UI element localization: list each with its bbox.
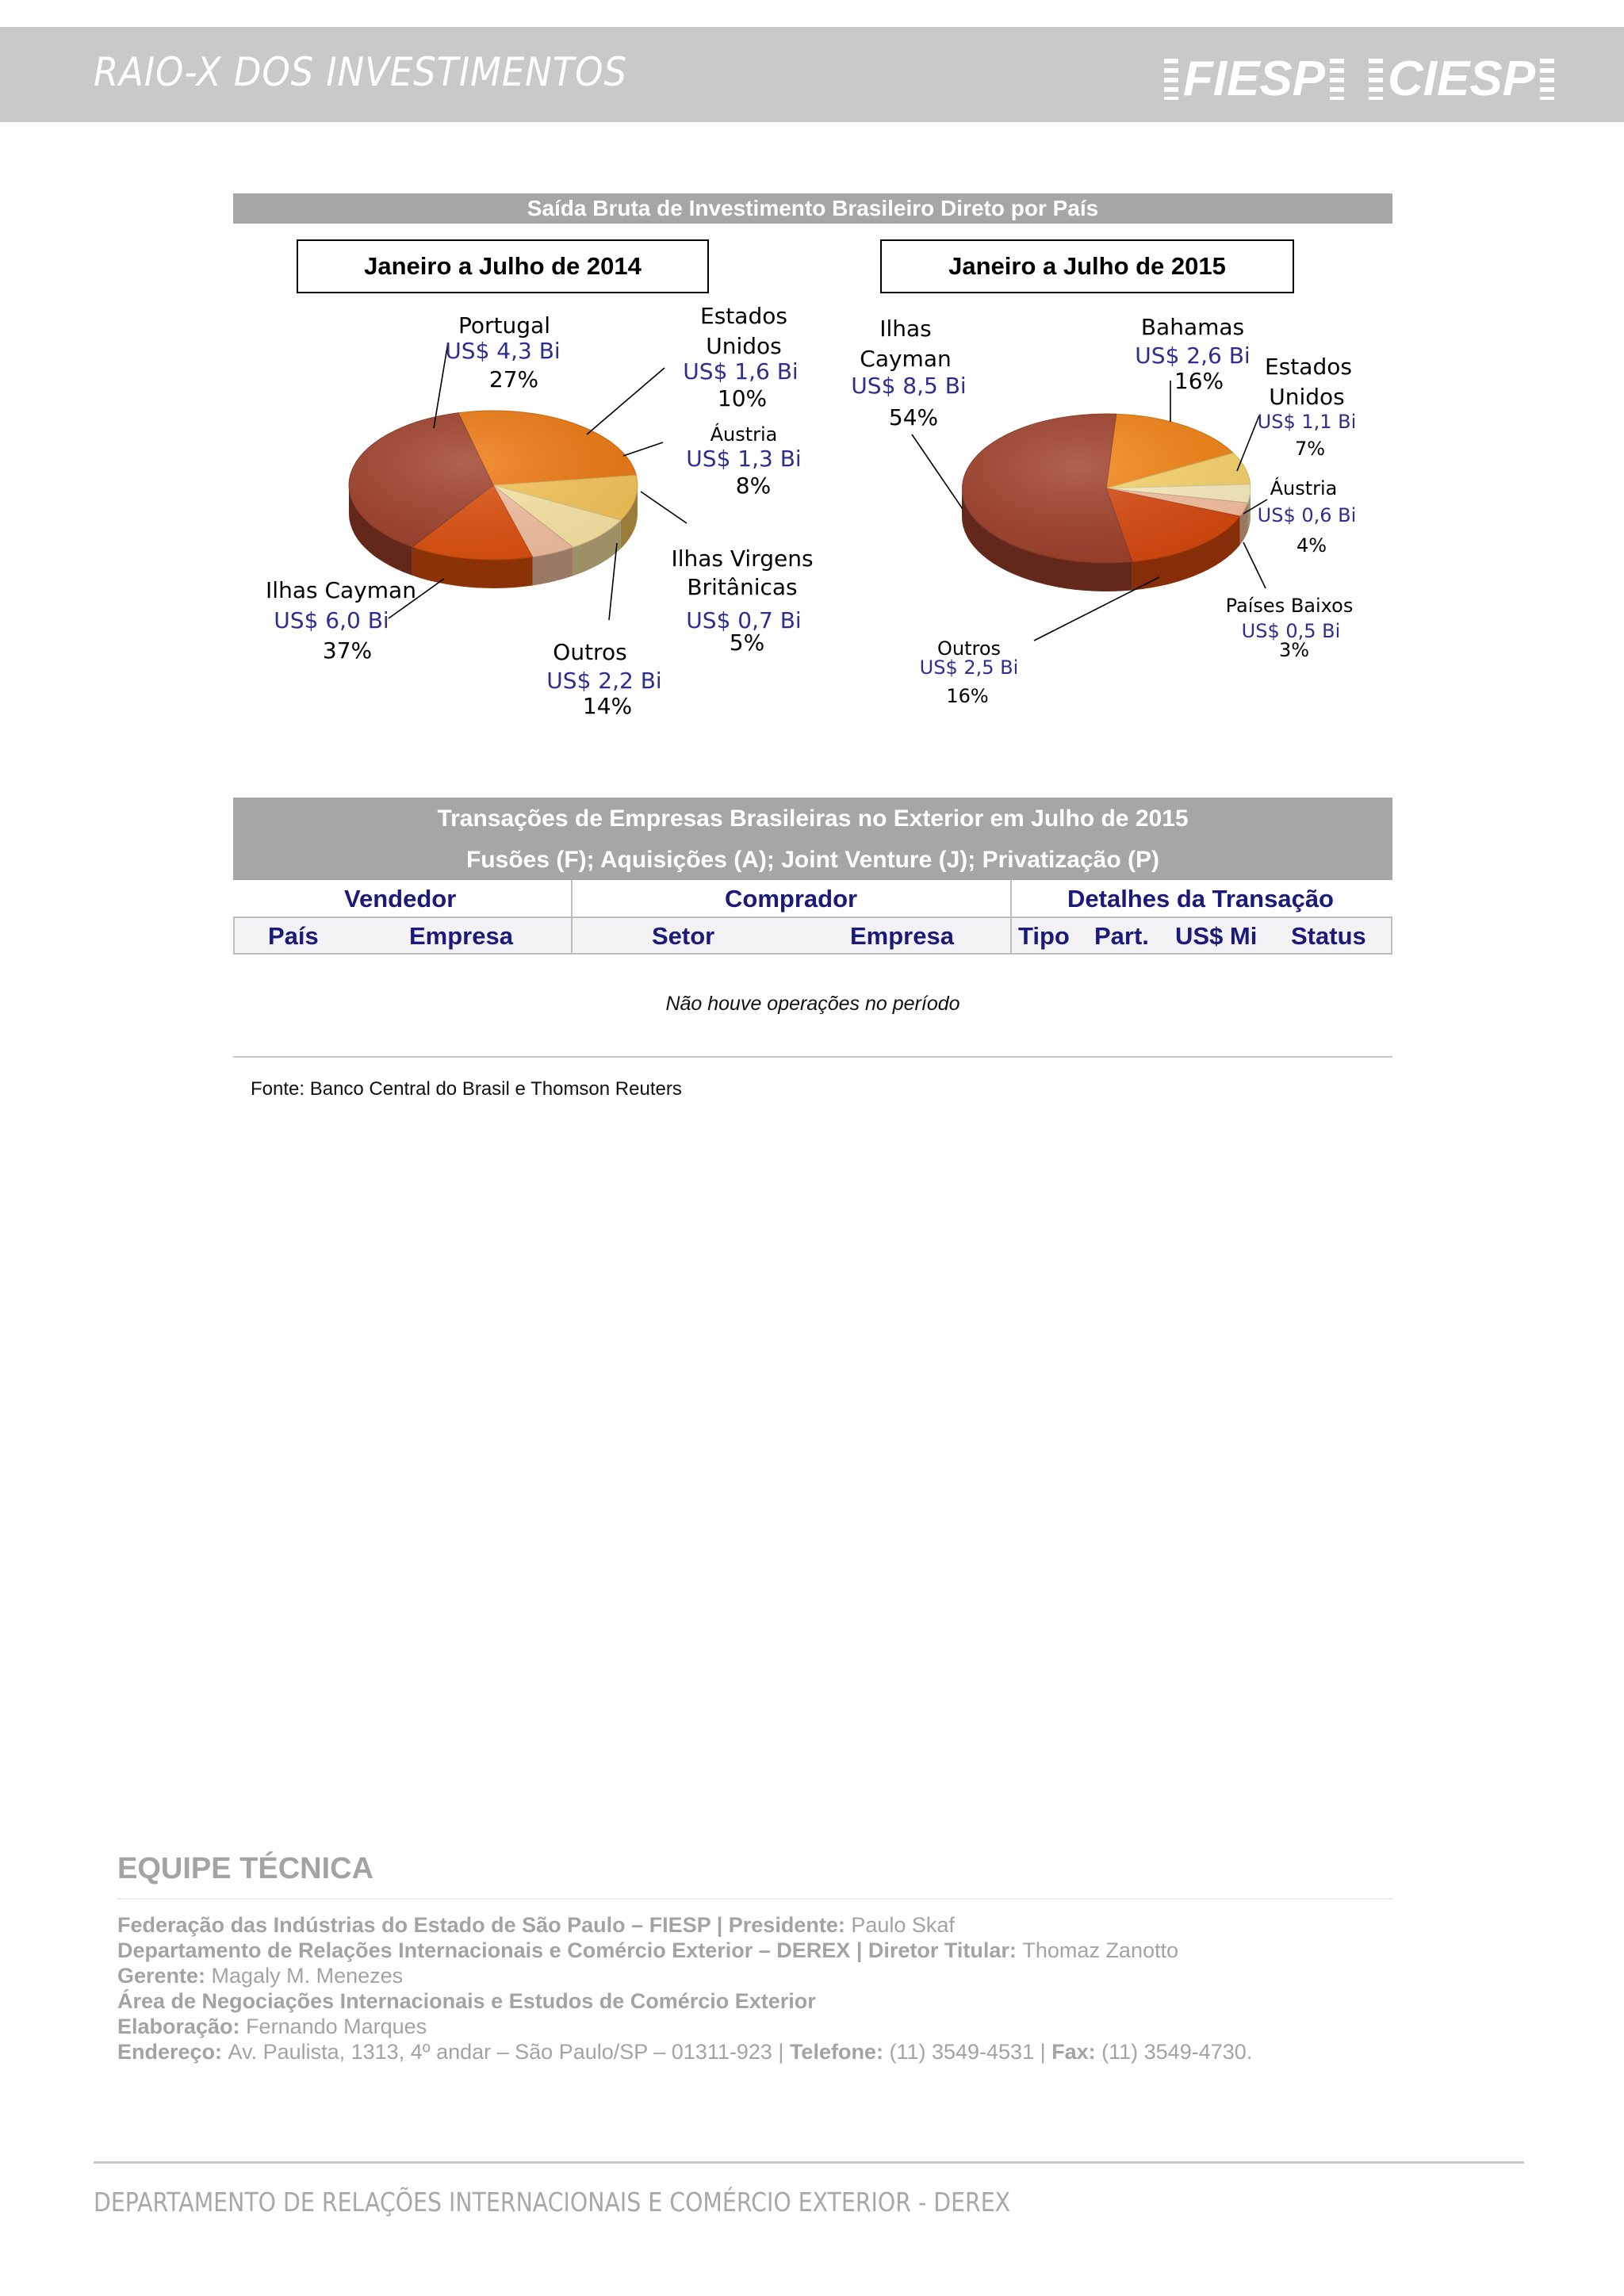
team-line-part: Elaboração: [117, 2015, 247, 2038]
team-line-part: Magaly M. Menezes [211, 1964, 404, 1988]
pie-2015-shine [962, 414, 1251, 563]
value-2014-austria: US$ 1,3 Bi [686, 446, 802, 472]
value-2015-cayman: US$ 8,5 Bi [851, 373, 967, 399]
label-2015-paises-baixos: Países Baixos [1225, 595, 1354, 617]
transactions-title: Transações de Empresas Brasileiras no Exterior em Julho de 2015 [437, 806, 1189, 832]
team-credits [117, 1912, 1465, 2064]
col-empresa-comprador: Empresa [850, 922, 954, 950]
transactions-legend: Fusões (F); Aquisições (A); Joint Venture (J); Privatização (P) [465, 847, 1159, 873]
pie-2015 [962, 414, 1251, 591]
value-2015-eua: US$ 1,1 Bi [1257, 411, 1357, 433]
value-2015-paises-baixos: US$ 0,5 Bi [1241, 620, 1341, 642]
column-divider [1010, 918, 1012, 953]
pie-2014-shine [349, 411, 638, 560]
group-vendedor: Vendedor [344, 885, 457, 913]
label-2014-ivb-1: Ilhas Virgens [671, 545, 814, 572]
period-2015-label: Janeiro a Julho de 2015 [880, 239, 1294, 293]
pct-2014-cayman: 37% [322, 637, 373, 664]
col-pais: País [268, 922, 319, 950]
group-divider [571, 880, 573, 916]
team-line-part: Gerente: [117, 1964, 212, 1988]
team-line-part: Departamento de Relações Internacionais e Comércio Exterior – DEREX | Diretor Titular: [117, 1938, 1023, 1962]
source-note: Fonte: Banco Central do Brasil e Thomson Reuters [251, 1078, 682, 1100]
team-line-part: Paulo Skaf [851, 1913, 955, 1937]
footer-divider [94, 2161, 1524, 2164]
no-transactions-message: Não houve operações no período [665, 993, 960, 1015]
label-2014-austria: Áustria [710, 423, 778, 446]
label-2015-bahamas: Bahamas [1140, 314, 1245, 340]
team-line-part: Federação das Indústrias do Estado de São Paulo – FIESP | Presidente: [117, 1913, 852, 1937]
chart-section-title: Saída Bruta de Investimento Brasileiro Direto por País [233, 193, 1392, 224]
value-2014-cayman: US$ 6,0 Bi [274, 607, 389, 633]
transactions-group-row [233, 880, 1392, 916]
label-2015-cayman-1: Ilhas [879, 316, 932, 342]
period-2014-label: Janeiro a Julho de 2014 [297, 239, 709, 293]
pct-2015-outros: 16% [946, 685, 989, 707]
team-line [117, 1963, 1465, 1988]
label-2015-austria: Áustria [1270, 477, 1338, 499]
fiesp-logo: FIESP [1159, 51, 1349, 107]
group-detalhes: Detalhes da Transação [1067, 885, 1334, 913]
value-2015-austria: US$ 0,6 Bi [1257, 504, 1357, 526]
pie-charts [0, 0, 1624, 761]
label-2014-outros: Outros [553, 639, 627, 665]
value-2014-ivb: US$ 0,7 Bi [686, 607, 802, 633]
col-setor: Setor [652, 922, 715, 950]
col-valor: US$ Mi [1175, 922, 1258, 950]
pie-2014 [349, 411, 638, 588]
label-2014-cayman: Ilhas Cayman [266, 577, 416, 603]
team-divider [117, 1898, 1392, 1900]
value-2015-outros: US$ 2,5 Bi [919, 656, 1019, 679]
label-2014-eua-2: Unidos [706, 333, 782, 359]
team-line-part: Área de Negociações Internacionais e Estudos de Comércio Exterior [117, 1989, 816, 2013]
report-title: RAIO-X DOS INVESTIMENTOS [94, 49, 627, 95]
team-line-part: Av. Paulista, 1313, 4º andar – São Paulo/SP – 01311-923 | [228, 2040, 790, 2064]
pct-2015-eua: 7% [1294, 438, 1326, 460]
col-part: Part. [1094, 922, 1149, 950]
value-2014-eua: US$ 1,6 Bi [683, 358, 799, 385]
team-line-part: Endereço: [117, 2040, 228, 2064]
label-2015-eua-1: Estados [1265, 354, 1352, 380]
team-line [117, 1938, 1465, 1963]
team-line [117, 1988, 1465, 2014]
footer-department: DEPARTAMENTO DE RELAÇÕES INTERNACIONAIS E COMÉRCIO EXTERIOR - DEREX [94, 2187, 1011, 2218]
team-line-part: Thomaz Zanotto [1022, 1938, 1178, 1962]
group-comprador: Comprador [725, 885, 858, 913]
transactions-column-row [233, 916, 1392, 955]
label-2015-outros: Outros [936, 637, 1002, 660]
value-2014-outros: US$ 2,2 Bi [546, 668, 662, 694]
value-2014-portugal: US$ 4,3 Bi [445, 338, 561, 364]
pct-2014-outros: 14% [582, 693, 633, 719]
pct-2015-bahamas: 16% [1174, 368, 1224, 394]
label-2015-cayman-2: Cayman [860, 346, 952, 372]
team-line [117, 2039, 1465, 2064]
pct-2014-austria: 8% [735, 473, 772, 499]
pct-2015-paises-baixos: 3% [1278, 639, 1310, 661]
team-line-part: (11) 3549-4730. [1101, 2040, 1253, 2064]
col-tipo: Tipo [1018, 922, 1070, 950]
pct-2014-portugal: 27% [488, 366, 539, 392]
team-line [117, 2014, 1465, 2039]
transactions-header [233, 798, 1392, 880]
column-divider [571, 918, 573, 953]
pct-2014-eua: 10% [717, 385, 768, 411]
label-2014-ivb-2: Britânicas [687, 574, 798, 600]
team-line-part: (11) 3549-4531 | [889, 2040, 1052, 2064]
team-line-part: Fernando Marques [246, 2015, 427, 2038]
pct-2015-cayman: 54% [888, 404, 939, 430]
team-line-part: Fax: [1051, 2040, 1102, 2064]
pct-2015-austria: 4% [1296, 534, 1327, 557]
value-2015-bahamas: US$ 2,6 Bi [1135, 342, 1251, 369]
group-divider [1010, 880, 1012, 916]
ciesp-logo: CIESP [1364, 51, 1559, 107]
section-divider [233, 1056, 1392, 1058]
label-2015-eua-2: Unidos [1269, 384, 1345, 410]
label-2014-portugal: Portugal [458, 312, 550, 339]
team-line [117, 1912, 1465, 1938]
team-title: EQUIPE TÉCNICA [117, 1852, 374, 1885]
col-empresa-vendedor: Empresa [409, 922, 513, 950]
col-status: Status [1291, 922, 1366, 950]
team-line-part: Telefone: [789, 2040, 890, 2064]
pct-2014-ivb: 5% [729, 629, 765, 656]
label-2014-eua-1: Estados [700, 303, 787, 329]
